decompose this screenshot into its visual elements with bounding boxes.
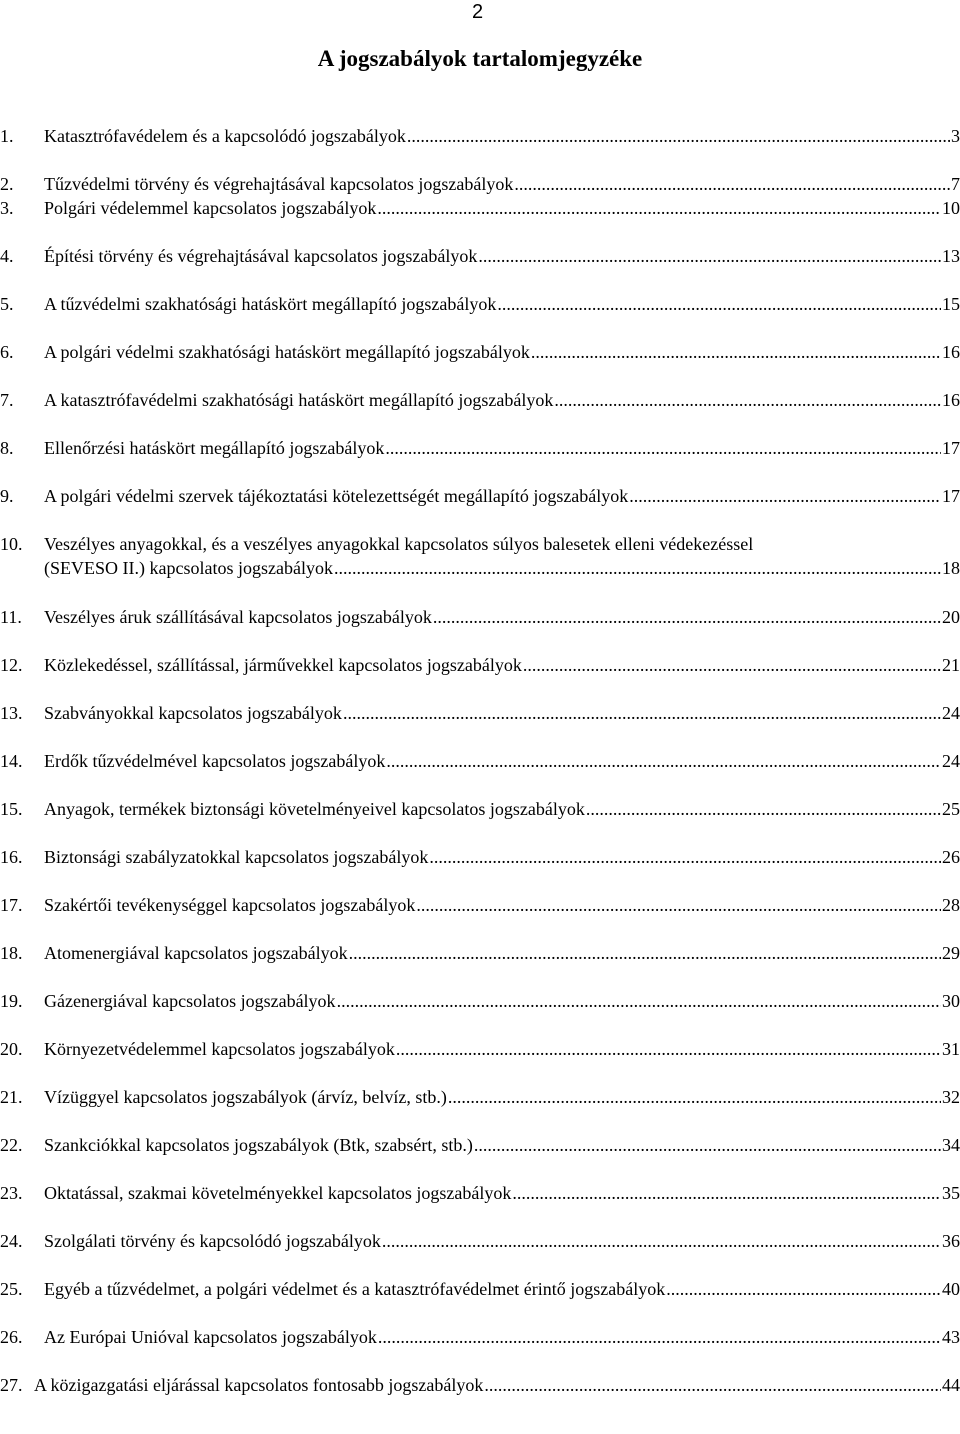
entry-title-line1: Veszélyes anyagokkal, és a veszélyes anyagokkal kapcsolatos súlyos balesetek elleni védekezéssel: [44, 534, 754, 554]
dot-leader: [334, 556, 941, 580]
entry-title: Szakértői tevékenységgel kapcsolatos jogszabályok: [44, 895, 416, 915]
entry-page: 17: [942, 486, 960, 506]
entry-title: Oktatással, szakmai követelményekkel kapcsolatos jogszabályok: [44, 1183, 512, 1203]
dot-leader: [349, 941, 941, 965]
entry-page: 15: [942, 294, 960, 314]
entry-page: 43: [942, 1327, 960, 1347]
entry-page: 31: [942, 1039, 960, 1059]
entry-page: 34: [942, 1135, 960, 1155]
dot-leader: [629, 484, 941, 508]
entry-page: 16: [942, 342, 960, 362]
entry-title: Építési törvény és végrehajtásával kapcsolatos jogszabályok: [44, 246, 478, 266]
entry-number: 11.: [0, 607, 22, 627]
entry-page: 20: [942, 607, 960, 627]
entry-number: 8.: [0, 438, 14, 458]
dot-leader: [531, 340, 941, 364]
entry-title: Katasztrófavédelem és a kapcsolódó jogszabályok: [44, 126, 406, 146]
entry-number: 14.: [0, 751, 23, 771]
entry-number: 4.: [0, 246, 14, 266]
entry-page: 16: [942, 390, 960, 410]
entry-page: 25: [942, 799, 960, 819]
entry-page: 26: [942, 847, 960, 867]
entry-page: 30: [942, 991, 960, 1011]
entry-title: Tűzvédelmi törvény és végrehajtásával kapcsolatos jogszabályok: [44, 174, 514, 194]
entry-number: 19.: [0, 991, 23, 1011]
entry-number: 22.: [0, 1135, 23, 1155]
page-number: 2: [472, 1, 484, 23]
entry-number: 7.: [0, 390, 14, 410]
entry-number: 13.: [0, 703, 23, 723]
dot-leader: [337, 989, 941, 1013]
entry-title: Szankciókkal kapcsolatos jogszabályok (Btk, szabsért, stb.): [44, 1135, 473, 1155]
entry-title: Környezetvédelemmel kapcsolatos jogszabályok: [44, 1039, 395, 1059]
dot-leader: [407, 124, 950, 148]
entry-page: 10: [942, 198, 960, 218]
entry-number: 26.: [0, 1327, 23, 1347]
entry-title: Közlekedéssel, szállítással, járművekkel kapcsolatos jogszabályok: [44, 655, 522, 675]
dot-leader: [378, 1325, 941, 1349]
entry-page: 35: [942, 1183, 960, 1203]
dot-leader: [512, 1181, 941, 1205]
dot-leader: [385, 436, 941, 460]
entry-number: 25.: [0, 1279, 23, 1299]
entry-page: 13: [942, 246, 960, 266]
entry-page: 40: [942, 1279, 960, 1299]
entry-number: 5.: [0, 294, 14, 314]
entry-page: 3: [951, 126, 960, 146]
entry-number: 3.: [0, 198, 14, 218]
entry-number: 17.: [0, 895, 23, 915]
entry-title: (SEVESO II.) kapcsolatos jogszabályok: [44, 558, 333, 578]
entry-number: 2.: [0, 174, 14, 194]
dot-leader: [484, 1373, 941, 1397]
entry-page: 18: [942, 558, 960, 578]
dot-leader: [666, 1277, 941, 1301]
entry-page: 44: [942, 1375, 960, 1395]
entry-number: 10.: [0, 534, 23, 554]
entry-page: 24: [942, 703, 960, 723]
entry-page: 7: [951, 174, 960, 194]
entry-title: Szolgálati törvény és kapcsolódó jogszabályok: [44, 1231, 381, 1251]
entry-number: 23.: [0, 1183, 23, 1203]
dot-leader: [478, 244, 941, 268]
entry-number: 27.: [0, 1375, 23, 1395]
entry-number: 6.: [0, 342, 14, 362]
dot-leader: [396, 1037, 941, 1061]
entry-page: 32: [942, 1087, 960, 1107]
entry-number: 21.: [0, 1087, 23, 1107]
entry-number: 15.: [0, 799, 23, 819]
entry-page: 28: [942, 895, 960, 915]
dot-leader: [586, 797, 941, 821]
dot-leader: [497, 292, 941, 316]
entry-title: Ellenőrzési hatáskört megállapító jogszabályok: [44, 438, 385, 458]
entry-title: A közigazgatási eljárással kapcsolatos fontosabb jogszabályok: [34, 1375, 484, 1395]
dot-leader: [416, 893, 941, 917]
entry-title: Atomenergiával kapcsolatos jogszabályok: [44, 943, 348, 963]
dot-leader: [429, 845, 941, 869]
entry-number: 20.: [0, 1039, 23, 1059]
entry-title: A katasztrófavédelmi szakhatósági hatáskört megállapító jogszabályok: [44, 390, 554, 410]
toc-entry-10[interactable]: [0, 532, 960, 580]
entry-title: Biztonsági szabályzatokkal kapcsolatos jogszabályok: [44, 847, 429, 867]
dot-leader: [523, 653, 941, 677]
entry-number: 18.: [0, 943, 23, 963]
dot-leader: [433, 605, 941, 629]
entry-title: A polgári védelmi szervek tájékoztatási kötelezettségét megállapító jogszabályok: [44, 486, 629, 506]
entry-page: 29: [942, 943, 960, 963]
page-title: A jogszabályok tartalomjegyzéke: [317, 46, 643, 71]
entry-number: 12.: [0, 655, 23, 675]
entry-title: Vízüggyel kapcsolatos jogszabályok (árvíz, belvíz, stb.): [44, 1087, 447, 1107]
dot-leader: [554, 388, 941, 412]
dot-leader: [343, 701, 941, 725]
entry-number: 1.: [0, 126, 14, 146]
dot-leader: [386, 749, 941, 773]
entry-title: Veszélyes áruk szállításával kapcsolatos jogszabályok: [44, 607, 432, 627]
entry-title: Egyéb a tűzvédelmet, a polgári védelmet és a katasztrófavédelmet érintő jogszabályok: [44, 1279, 666, 1299]
entry-page: 36: [942, 1231, 960, 1251]
dot-leader: [474, 1133, 941, 1157]
dot-leader: [514, 172, 950, 196]
entry-page: 21: [942, 655, 960, 675]
entry-title: Erdők tűzvédelmével kapcsolatos jogszabályok: [44, 751, 386, 771]
entry-number: 24.: [0, 1231, 23, 1251]
entry-number: 9.: [0, 486, 14, 506]
entry-title: A polgári védelmi szakhatósági hatáskört megállapító jogszabályok: [44, 342, 530, 362]
entry-title: Polgári védelemmel kapcsolatos jogszabályok: [44, 198, 377, 218]
entry-title: Gázenergiával kapcsolatos jogszabályok: [44, 991, 336, 1011]
entry-title: Anyagok, termékek biztonsági követelményeivel kapcsolatos jogszabályok: [44, 799, 585, 819]
entry-title: Az Európai Unióval kapcsolatos jogszabályok: [44, 1327, 377, 1347]
dot-leader: [377, 196, 941, 220]
entry-title: A tűzvédelmi szakhatósági hatáskört megállapító jogszabályok: [44, 294, 497, 314]
dot-leader: [382, 1229, 941, 1253]
entry-page: 24: [942, 751, 960, 771]
entry-page: 17: [942, 438, 960, 458]
dot-leader: [448, 1085, 941, 1109]
entry-title: Szabványokkal kapcsolatos jogszabályok: [44, 703, 342, 723]
entry-number: 16.: [0, 847, 23, 867]
